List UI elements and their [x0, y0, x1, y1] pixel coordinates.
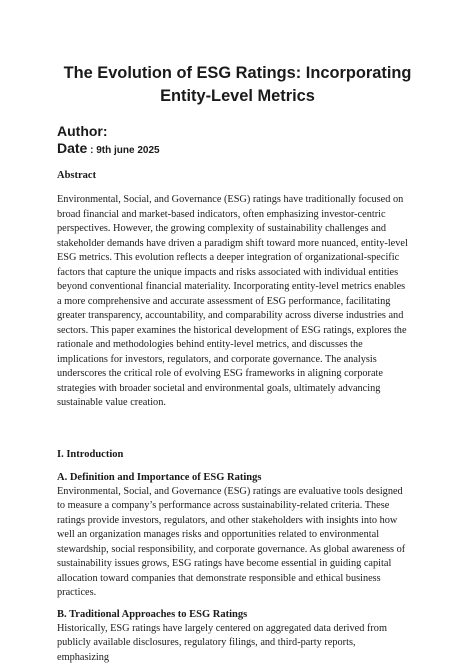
abstract-paragraph: Environmental, Social, and Governance (ESG) ratings have traditionally focused on broad financial and market-based indicators, often emphasizing investor-centric perspectives. However, the growing complexity of sustainability challenges and stakeholder demands have driven a paradigm shift toward more nuanced, entity-level ESG metrics. This evolution reflects a deeper integration of organizational-specific factors that capture the unique impacts and risks associated with individual entities beyond conventional financial materiality. Incorporating entity-level metrics enables a more comprehensive and accurate assessment of ESG performance, facilitating greater transparency, accountability, and comparability across diverse industries and sectors. This paper examines the historical development of ESG ratings, explores the rationale and methodologies behind entity-level metrics, and discusses the implications for investors, regulators, and corporate governance. The analysis underscores the critical role of evolving ESG frameworks in aligning corporate strategies with broader societal and environmental goals, ultimately advancing sustainable value creation. — [57, 194, 408, 408]
date-line — [57, 140, 410, 159]
paper-title: The Evolution of ESG Ratings: Incorporating Entity-Level Metrics — [63, 64, 412, 105]
author-label: Author: — [57, 123, 108, 139]
subsection-a-heading: A. Definition and Importance of ESG Ratings — [57, 471, 262, 483]
abstract-heading: Abstract — [57, 170, 97, 181]
subsection-b-paragraph: Historically, ESG ratings have largely centered on aggregated data derived from publicly available disclosures, regulatory filings, and third-party reports, emphasizing — [57, 622, 387, 663]
subsection-b-heading: B. Traditional Approaches to ESG Ratings — [57, 608, 248, 620]
date-value: : 9th june 2025 — [87, 145, 160, 156]
date-label: Date — [57, 140, 88, 156]
section-introduction-heading: I. Introduction — [57, 448, 124, 460]
subsection-a-paragraph: Environmental, Social, and Governance (ESG) ratings are evaluative tools designed to measure a company’s performance across sustainability-related criteria. These ratings provide investors, regulators, and other stakeholders with insights into how well an organization manages risks and opportunities related to environmental stewardship, social responsibility, and corporate governance. As global awareness of sustainability issues grows, ESG ratings have become essential in guiding capital allocation toward companies that demonstrate responsible and ethical business practices. — [57, 485, 406, 598]
